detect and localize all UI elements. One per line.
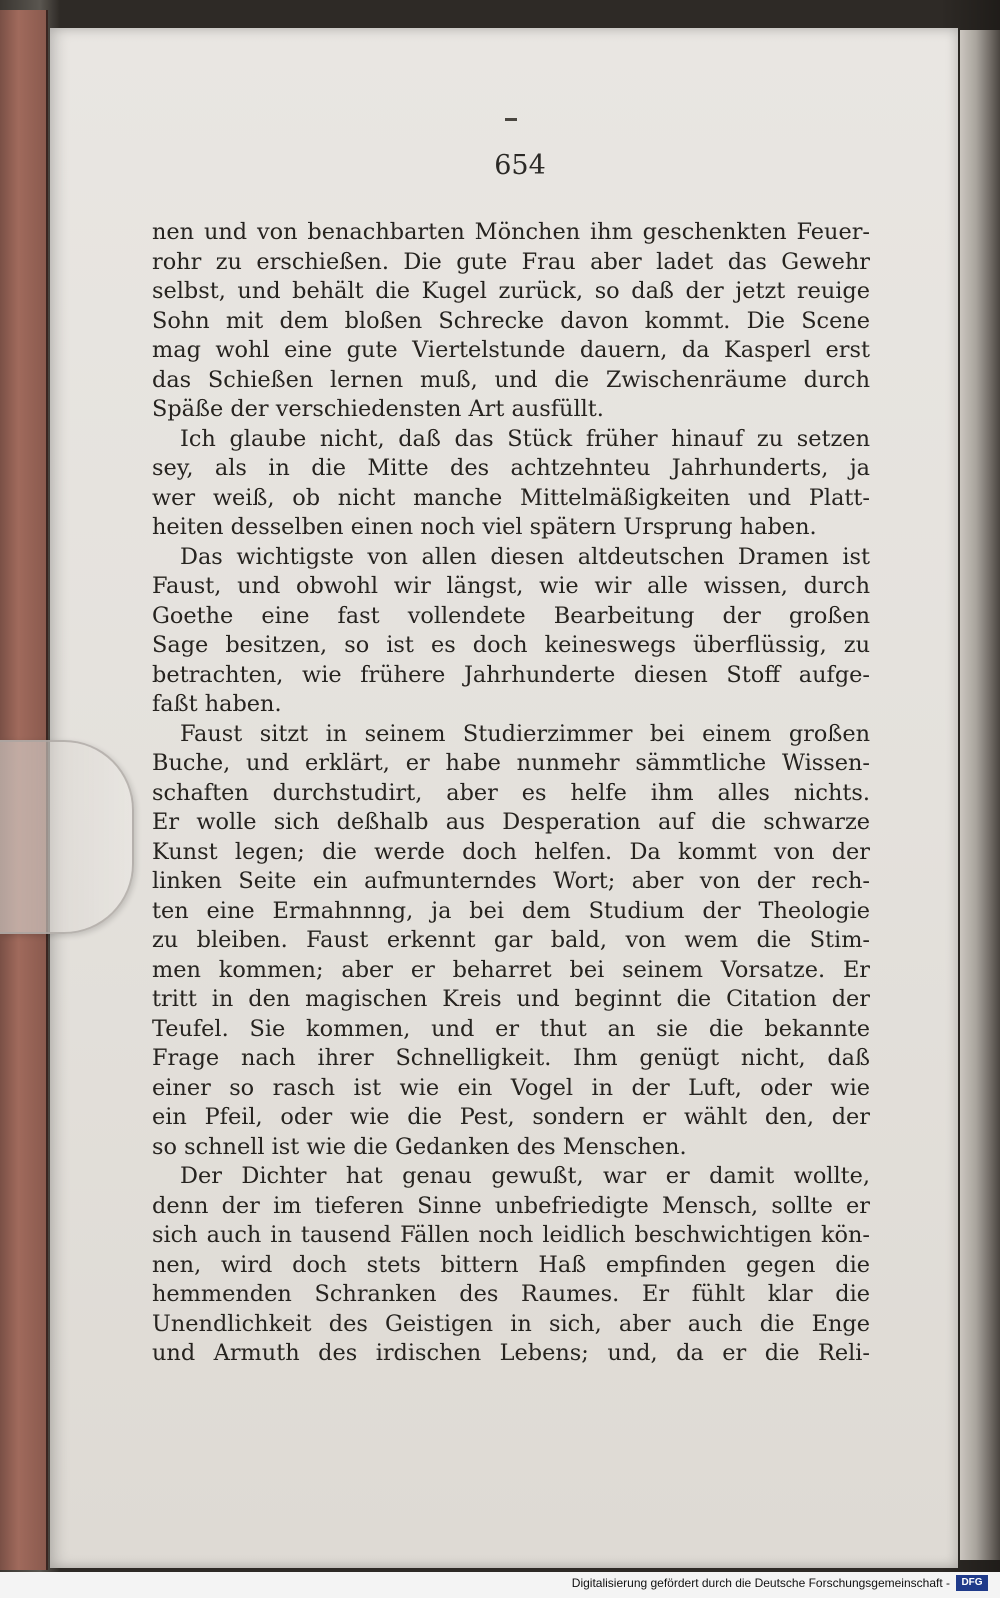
text-line: wer weiß, ob nicht manche Mittelmäßigkeiten und Platt-	[152, 484, 870, 511]
text-line: und Armuth des irdischen Lebens; und, da er die Reli-	[152, 1340, 870, 1366]
text-line: nen, wird doch stets bittern Haß empfinden gegen die	[152, 1251, 870, 1278]
text-line: sich auch in tausend Fällen noch leidlich beschwichtigen kön-	[152, 1222, 870, 1248]
text-line: betrachten, wie frühere Jahrhunderte diesen Stoff aufge-	[152, 661, 870, 688]
text-line: Sohn mit dem bloßen Schrecke davon kommt. Die Scene	[152, 307, 870, 334]
text-line: das Schießen lernen muß, und die Zwischenräume durch	[152, 366, 870, 393]
footer-credit: Digitalisierung gefördert durch die Deutsche Forschungsgemeinschaft -	[571, 1576, 950, 1590]
text-line: so schnell ist wie die Gedanken des Menschen.	[152, 1133, 687, 1160]
text-line: Kunst legen; die werde doch helfen. Da kommt von der	[152, 838, 870, 865]
text-line: Der Dichter hat genau gewußt, war er damit wollte,	[180, 1163, 870, 1189]
text-line: Faust, und obwohl wir längst, wie wir alle wissen, durch	[152, 573, 870, 599]
text-line: Ich glaube nicht, daß das Stück früher hinauf zu setzen	[180, 425, 870, 452]
text-line: hemmenden Schranken des Raumes. Er fühlt klar die	[152, 1281, 870, 1307]
page-number: 654	[494, 150, 546, 181]
text-line: Das wichtigste von allen diesen altdeutschen Dramen ist	[180, 543, 870, 570]
text-line: Goethe eine fast vollendete Bearbeitung der großen	[152, 602, 870, 629]
body-text	[152, 218, 870, 1369]
text-line: mag wohl eine gute Viertelstunde dauern, da Kasperl erst	[152, 337, 870, 363]
text-line: ten eine Ermahnnng, ja bei dem Studium der Theologie	[152, 897, 870, 924]
text-line: sey, als in die Mitte des achtzehnteu Jahrhunderts, ja	[152, 455, 870, 481]
page-mark	[505, 118, 517, 121]
text-line: heiten desselben einen noch viel spätern Ursprung haben.	[152, 514, 817, 540]
text-line: Buche, und erklärt, er habe nunmehr sämmtliche Wissen-	[152, 750, 870, 776]
text-line: denn der im tieferen Sinne unbefriedigte Mensch, sollte er	[152, 1192, 870, 1219]
text-line: Faust sitzt in seinem Studierzimmer bei einem großen	[180, 720, 870, 747]
text-line: schaften durchstudirt, aber es helfe ihm alles nichts.	[152, 779, 870, 806]
text-line: Frage nach ihrer Schnelligkeit. Ihm genügt nicht, daß	[152, 1045, 870, 1071]
text-line: nen und von benachbarten Mönchen ihm geschenkten Feuer-	[152, 219, 870, 245]
text-line: selbst, und behält die Kugel zurück, so daß der jetzt reuige	[152, 278, 870, 304]
text-line: men kommen; aber er beharret bei seinem Vorsatze. Er	[152, 956, 870, 983]
text-line: Teufel. Sie kommen, und er thut an sie die bekannte	[152, 1015, 870, 1042]
page-edges-right	[960, 30, 1000, 1560]
text-line: tritt in den magischen Kreis und beginnt die Citation der	[152, 986, 870, 1012]
text-line: Er wolle sich deßhalb aus Desperation auf die schwarze	[152, 809, 870, 835]
text-line: zu bleiben. Faust erkennt gar bald, von wem die Stim-	[152, 927, 870, 953]
text-line: rohr zu erschießen. Die gute Frau aber ladet das Gewehr	[152, 248, 870, 275]
dfg-logo: DFG	[956, 1575, 988, 1591]
text-line: Unendlichkeit des Geistigen in sich, aber auch die Enge	[152, 1310, 870, 1337]
text-line: Späße der verschiedensten Art ausfüllt.	[152, 396, 604, 422]
text-line: einer so rasch ist wie ein Vogel in der Luft, oder wie	[152, 1074, 870, 1101]
text-line: linken Seite ein aufmunterndes Wort; aber von der rech-	[152, 868, 870, 894]
transparent-tab-sticker	[0, 740, 134, 934]
text-line: ein Pfeil, oder wie die Pest, sondern er wählt den, der	[152, 1104, 870, 1130]
text-line: faßt haben.	[152, 691, 282, 717]
text-line: Sage besitzen, so ist es doch keineswegs überflüssig, zu	[152, 632, 870, 658]
